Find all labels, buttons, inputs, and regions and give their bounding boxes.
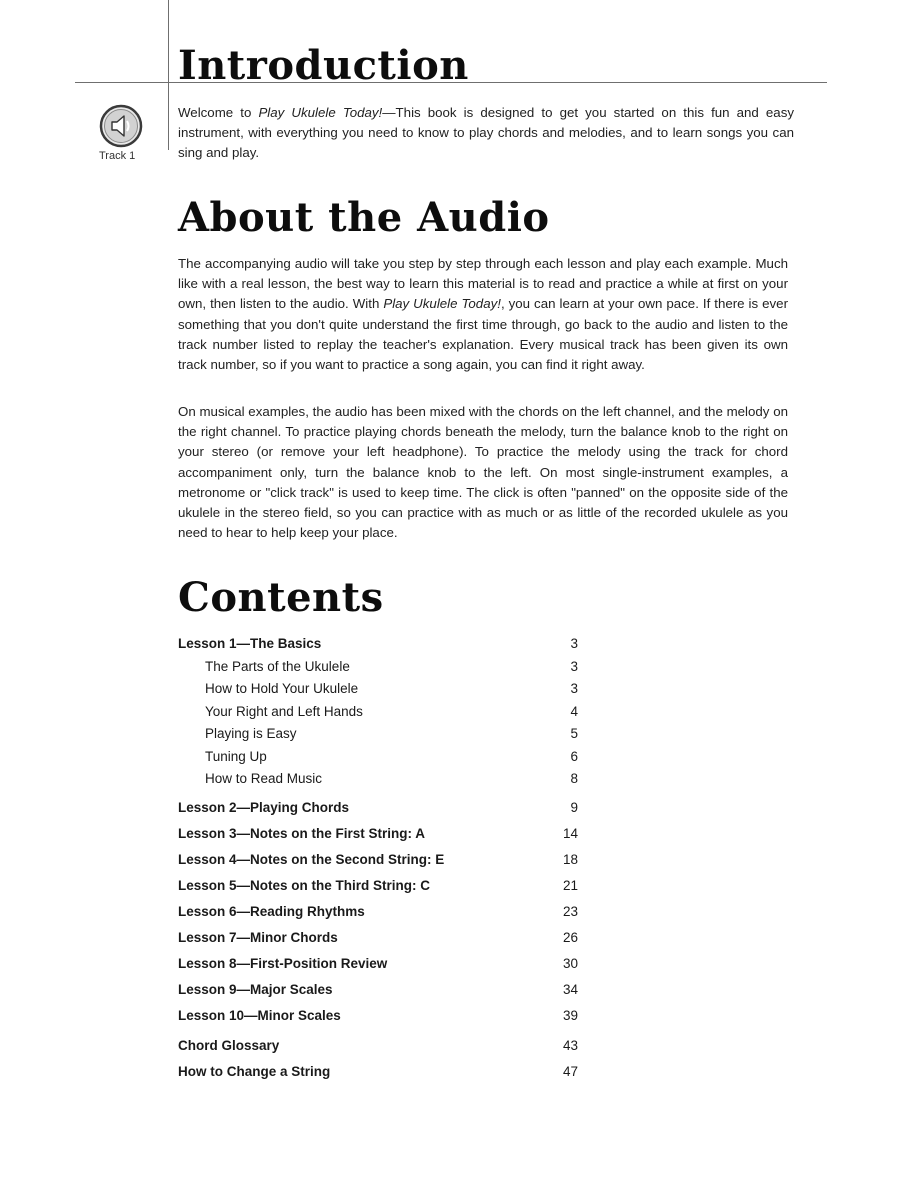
toc-row[interactable]: Lesson 4—Notes on the Second String: E 18: [178, 851, 578, 867]
toc-row[interactable]: Lesson 5—Notes on the Third String: C 21: [178, 877, 578, 893]
toc-row[interactable]: Lesson 2—Playing Chords 9: [178, 799, 578, 815]
about-audio-heading: About the Audio: [178, 194, 550, 241]
table-of-contents: [178, 633, 588, 1085]
toc-row[interactable]: Tuning Up 6: [205, 748, 578, 764]
toc-row[interactable]: Your Right and Left Hands 4: [205, 703, 578, 719]
toc-row[interactable]: How to Read Music 8: [205, 771, 578, 786]
intro-paragraph: Welcome to Play Ukulele Today!—This book is designed to get you started on this fun and easy instrument, with everything you need to know to play chords and melodies, and to learn songs you can sing and play.: [178, 105, 794, 161]
track-label: Track 1: [99, 150, 136, 162]
vertical-rule: [168, 0, 169, 150]
toc-row[interactable]: How to Change a String 47: [178, 1063, 578, 1079]
toc-row[interactable]: Lesson 8—First-Position Review 30: [178, 955, 578, 971]
toc-row[interactable]: Lesson 10—Minor Scales 39: [178, 1007, 578, 1023]
toc-row[interactable]: Lesson 6—Reading Rhythms 23: [178, 903, 578, 919]
audio-paragraph-1: The accompanying audio will take you step by step through each lesson and play each example. Much like with a real lesson, the best way to learn this material is to read and practice a while at first on your own, then listen to the audio. With Play Ukulele Today!, you can learn at your own pace. If there is ever something that you don't quite understand the first time through, go back to the audio and listen to the track number listed to replay the teacher's explanation. Every musical track has been given its own track number, so if you want to practice a song again, you can find it right away.: [178, 256, 789, 373]
speaker-icon[interactable]: [99, 104, 143, 148]
contents-heading: Contents: [178, 574, 384, 621]
introduction-heading: Introduction: [178, 42, 469, 89]
toc-row[interactable]: Lesson 3—Notes on the First String: A 14: [178, 825, 578, 841]
toc-row[interactable]: The Parts of the Ukulele 3: [205, 658, 578, 674]
toc-row[interactable]: Chord Glossary 43: [178, 1037, 578, 1053]
toc-row[interactable]: Lesson 1—The Basics 3: [178, 636, 578, 651]
toc-row[interactable]: Lesson 9—Major Scales 34: [178, 981, 578, 997]
audio-paragraph-2: On musical examples, the audio has been mixed with the chords on the left channel, and the melody on the right channel. To practice playing chords beneath the melody, turn the balance knob to the right on your stereo (or remove your left headphone). To practice the melody using the track for chord accompaniment only, turn the balance knob to the left. On most single-instrument examples, a metronome or "click track" is used to keep time. The click is often "panned" on the opposite side of the ukulele in the stereo field, so you can practice with as much or as little of the recorded ukulele as you need to hear to help keep your place.: [178, 404, 788, 541]
toc-row[interactable]: How to Hold Your Ukulele 3: [205, 681, 578, 696]
toc-row[interactable]: Lesson 7—Minor Chords 26: [178, 929, 578, 945]
toc-row[interactable]: Playing is Easy 5: [205, 726, 578, 741]
